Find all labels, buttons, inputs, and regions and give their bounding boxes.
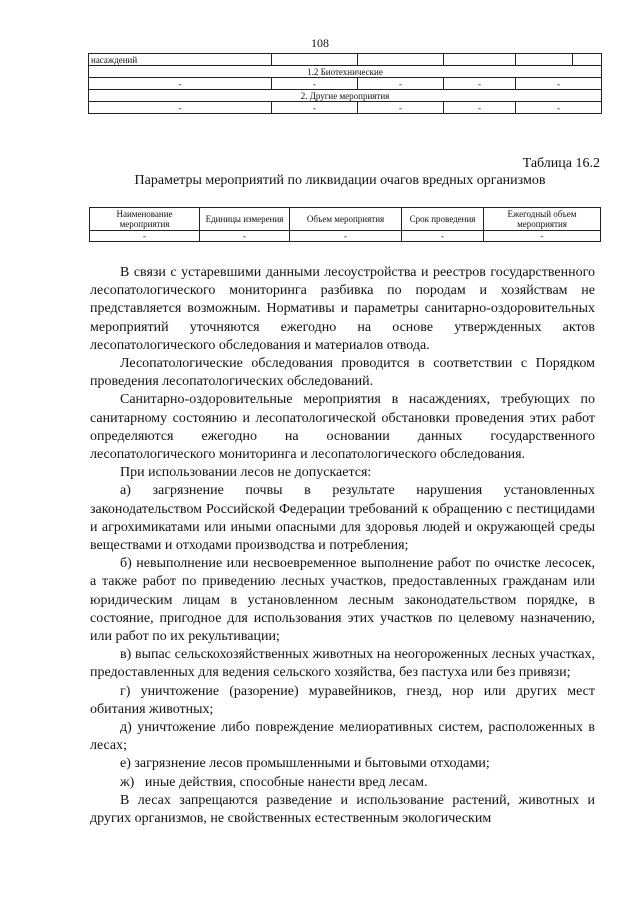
table-cell: -	[200, 231, 290, 242]
table-cell: -	[358, 102, 444, 114]
column-header: Объем мероприятия	[290, 208, 402, 231]
column-header: Наименование мероприятия	[90, 208, 200, 231]
table-row	[89, 78, 602, 90]
list-item: а) загрязнение почвы в результате нарушения установленных законодательством Российской Федерации требований к обращению с пестицидами и агрохимикатами или иными опасными для здоровья людей и окружающей среды веществами и отходами производства и потребления;	[90, 483, 595, 554]
column-header: Ежегодный объем мероприятия	[484, 208, 601, 231]
table-cell: -	[444, 78, 516, 90]
table-cell: -	[89, 102, 272, 114]
table-header-row	[90, 208, 601, 231]
list-item: д) уничтожение либо повреждение мелиоративных систем, расположенных в лесах;	[90, 720, 595, 754]
list-item: е) загрязнение лесов промышленными и бытовыми отходами;	[120, 756, 490, 772]
table-section-row	[89, 90, 602, 102]
list-item: г) уничтожение (разорение) муравейников, гнезд, нор или других мест обитания животных;	[90, 683, 595, 717]
table-cell: -	[90, 231, 200, 242]
list-item: ж) иные действия, способные нанести вред лесам.	[120, 774, 428, 790]
paragraph: В связи с устаревшими данными лесоустройства и реестров государственного лесопатологического мониторинга разбивка по породам и хозяйствам не представляется возможным. Нормативы и параметры санитарно-оздоровительных мероприятий уточняются ежегодно на основе утвержденных актов лесопатологического обследования и материалов отвода.	[90, 265, 595, 353]
top-table	[88, 53, 602, 114]
table-row	[90, 231, 601, 242]
table-cell: -	[516, 78, 602, 90]
table-cell: насаждений	[89, 54, 272, 66]
paragraph: При использовании лесов не допускается:	[120, 465, 372, 481]
table-cell: -	[290, 231, 402, 242]
table-cell: -	[358, 78, 444, 90]
paragraph: В лесах запрещаются разведение и использование растений, животных и других организмов, не свойственных естественным экологическим	[90, 792, 595, 827]
table-cell: -	[272, 78, 358, 90]
paragraph: Санитарно-оздоровительные мероприятия в насаждениях, требующих по санитарному состоянию и лесопатологической обстановки проведения этих работ определяются ежегодно на основании данных государственного лесопатологического мониторинга и лесопатологического обследования.	[90, 392, 595, 463]
column-header: Единицы измерения	[200, 208, 290, 231]
params-table	[89, 207, 601, 242]
table-row	[89, 102, 602, 114]
table-cell: -	[272, 102, 358, 114]
table-cell: -	[484, 231, 601, 242]
paragraph: Лесопатологические обследования проводится в соответствии с Порядком проведения лесопатологических обследований.	[90, 356, 595, 390]
table-cell: -	[402, 231, 484, 242]
section-label: 2. Другие мероприятия	[89, 90, 602, 102]
table-cell	[272, 54, 358, 66]
page-number: 108	[311, 36, 329, 50]
table-cell	[444, 54, 516, 66]
section-label: 1.2 Биотехнические	[89, 66, 602, 78]
table-cell	[358, 54, 444, 66]
table-number: Таблица 16.2	[522, 156, 600, 171]
table-row	[89, 54, 602, 66]
table-cell	[573, 54, 602, 66]
table-cell: -	[89, 78, 272, 90]
table-cell	[516, 54, 573, 66]
body-text	[90, 264, 595, 828]
table-title: Параметры мероприятий по ликвидации очагов вредных организмов	[134, 173, 546, 188]
list-item: в) выпас сельскохозяйственных животных на неогороженных лесных участках, предоставленных для ведения сельского хозяйства, без пастуха или без привязи;	[90, 647, 595, 681]
table-section-row	[89, 66, 602, 78]
column-header: Срок проведения	[402, 208, 484, 231]
list-item: б) невыполнение или несвоевременное выполнение работ по очистке лесосек, а также работ по приведению лесных участков, предоставленных гражданам или юридическим лицам в установленном лесным законодательством порядке, в состояние, пригодное для использования этих участков по целевому назначению, или работ по их рекультивации;	[90, 556, 595, 645]
table-cell: -	[444, 102, 516, 114]
table-cell: -	[516, 102, 602, 114]
